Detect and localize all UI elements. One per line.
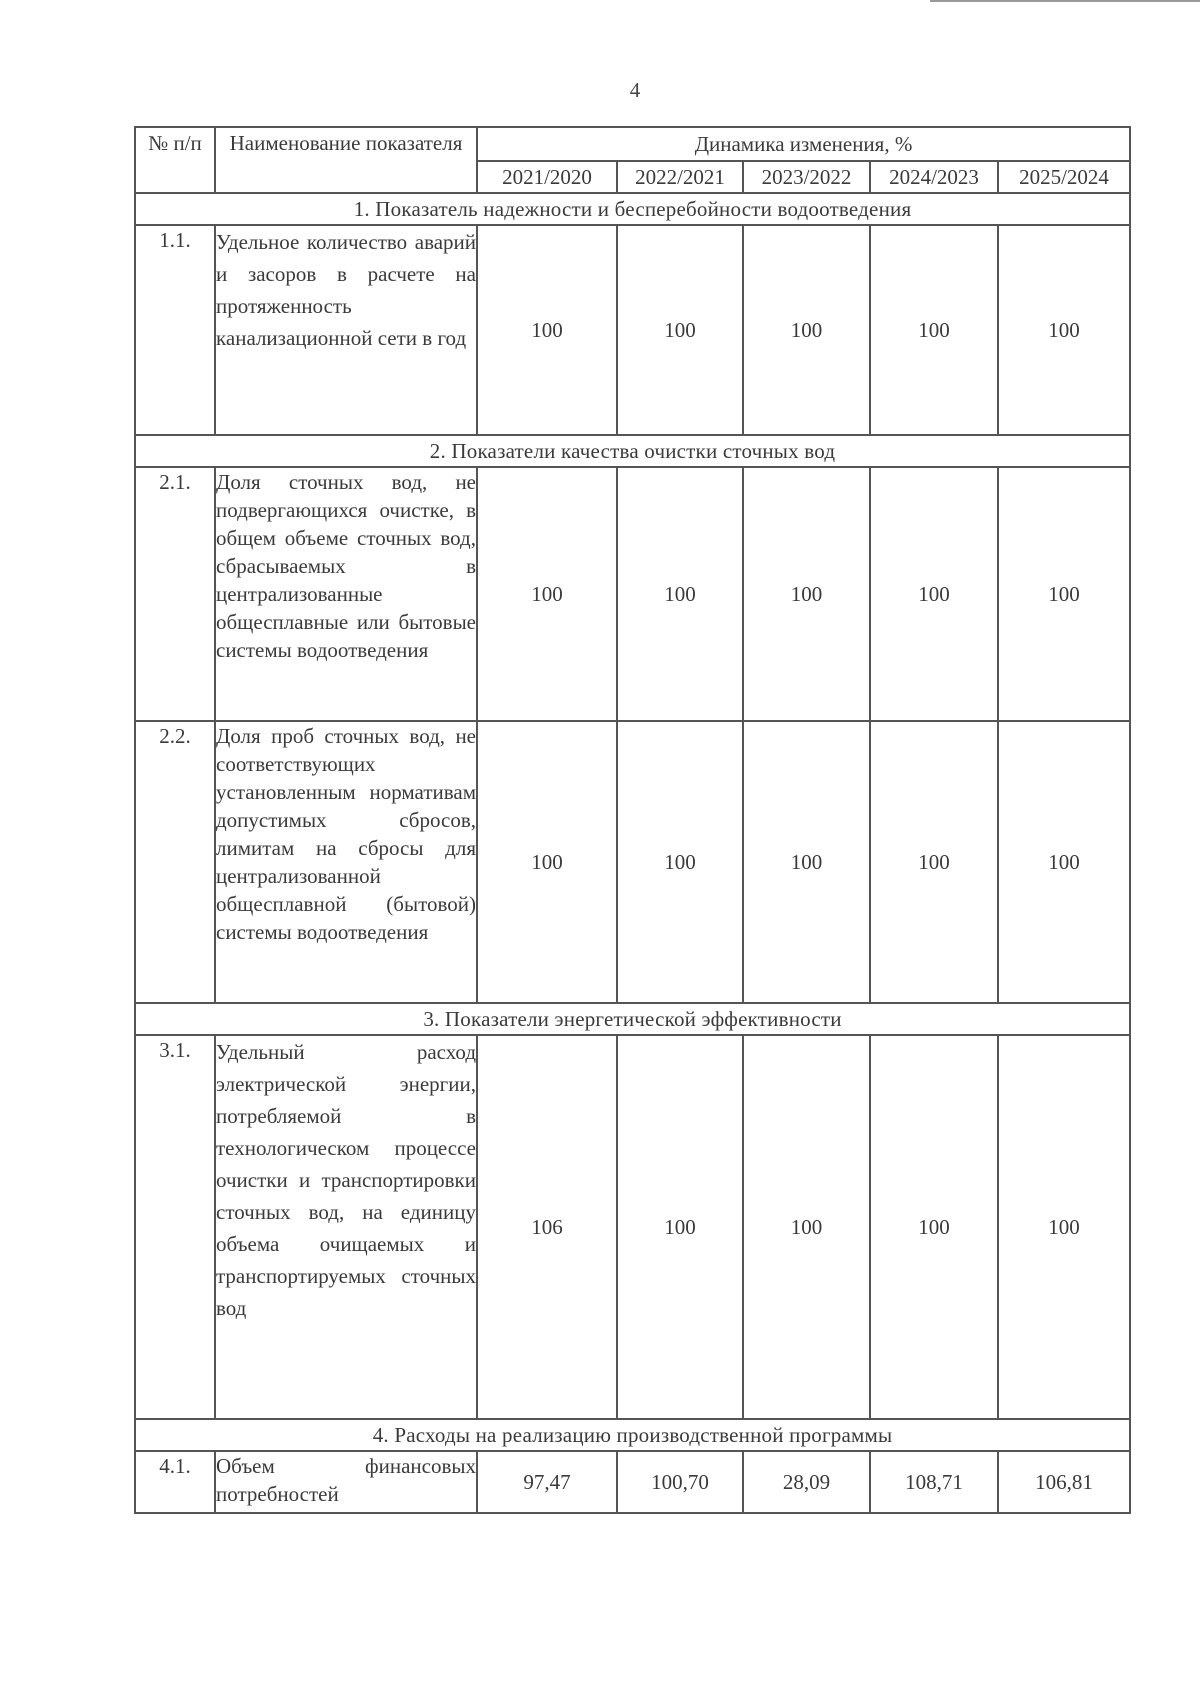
header-dynamics: Динамика изменения, % (477, 127, 1130, 161)
value-cell: 100 (617, 225, 743, 435)
value-cell: 106,81 (998, 1451, 1130, 1513)
value-cell: 100 (998, 721, 1130, 1003)
section-row (135, 435, 1130, 467)
value-cell: 100 (998, 1035, 1130, 1419)
row-number: 2.1. (135, 467, 215, 721)
section-title: 4. Расходы на реализацию производственной программы (135, 1419, 1130, 1451)
value-cell: 100 (743, 721, 870, 1003)
value-cell: 100 (870, 1035, 998, 1419)
table-row (135, 1451, 1130, 1513)
header-year: 2024/2023 (870, 161, 998, 193)
section-row (135, 1003, 1130, 1035)
row-number: 4.1. (135, 1451, 215, 1513)
section-title: 3. Показатели энергетической эффективности (135, 1003, 1130, 1035)
value-cell: 100 (998, 467, 1130, 721)
indicator-name: Удельный расход электрической энергии, потребляемой в технологическом процессе очистки и транспортировки сточных вод, на единицу объема очищаемых и транспортируемых сточных вод (215, 1035, 477, 1419)
section-row (135, 1419, 1130, 1451)
header-year: 2021/2020 (477, 161, 617, 193)
page-number: 4 (629, 78, 641, 102)
indicator-name: Доля проб сточных вод, не соответствующих установленным нормативам допустимых сбросов, лимитам на сбросы для централизованной общесплавной (бытовой) системы водоотведения (215, 721, 477, 1003)
value-cell: 100 (477, 467, 617, 721)
value-cell: 100 (870, 225, 998, 435)
value-cell: 100 (743, 467, 870, 721)
value-cell: 97,47 (477, 1451, 617, 1513)
table-row (135, 721, 1130, 1003)
header-year: 2023/2022 (743, 161, 870, 193)
header-year: 2025/2024 (998, 161, 1130, 193)
value-cell: 100 (477, 721, 617, 1003)
table-row (135, 225, 1130, 435)
header-year: 2022/2021 (617, 161, 743, 193)
row-number: 2.2. (135, 721, 215, 1003)
table-row (135, 467, 1130, 721)
section-title: 2. Показатели качества очистки сточных вод (135, 435, 1130, 467)
value-cell: 100 (477, 225, 617, 435)
row-number: 1.1. (135, 225, 215, 435)
indicators-table (134, 126, 1131, 1514)
row-number: 3.1. (135, 1035, 215, 1419)
value-cell: 100 (998, 225, 1130, 435)
value-cell: 100 (617, 1035, 743, 1419)
header-name: Наименование показателя (215, 127, 477, 193)
value-cell: 28,09 (743, 1451, 870, 1513)
header-row-1 (135, 127, 1130, 161)
section-row (135, 193, 1130, 225)
value-cell: 108,71 (870, 1451, 998, 1513)
value-cell: 100 (743, 225, 870, 435)
value-cell: 100 (617, 467, 743, 721)
value-cell: 106 (477, 1035, 617, 1419)
value-cell: 100 (870, 721, 998, 1003)
scan-edge-line (930, 0, 1200, 2)
indicator-name: Объем финансовых потребностей (215, 1451, 477, 1513)
header-num: № п/п (135, 127, 215, 193)
indicator-name: Доля сточных вод, не подвергающихся очистке, в общем объеме сточных вод, сбрасываемых в централизованные общесплавные или бытовые системы водоотведения (215, 467, 477, 721)
table-row (135, 1035, 1130, 1419)
value-cell: 100 (743, 1035, 870, 1419)
value-cell: 100,70 (617, 1451, 743, 1513)
value-cell: 100 (617, 721, 743, 1003)
indicator-name: Удельное количество аварий и засоров в расчете на протяженность канализационной сети в год (215, 225, 477, 435)
section-title: 1. Показатель надежности и бесперебойности водоотведения (135, 193, 1130, 225)
value-cell: 100 (870, 467, 998, 721)
